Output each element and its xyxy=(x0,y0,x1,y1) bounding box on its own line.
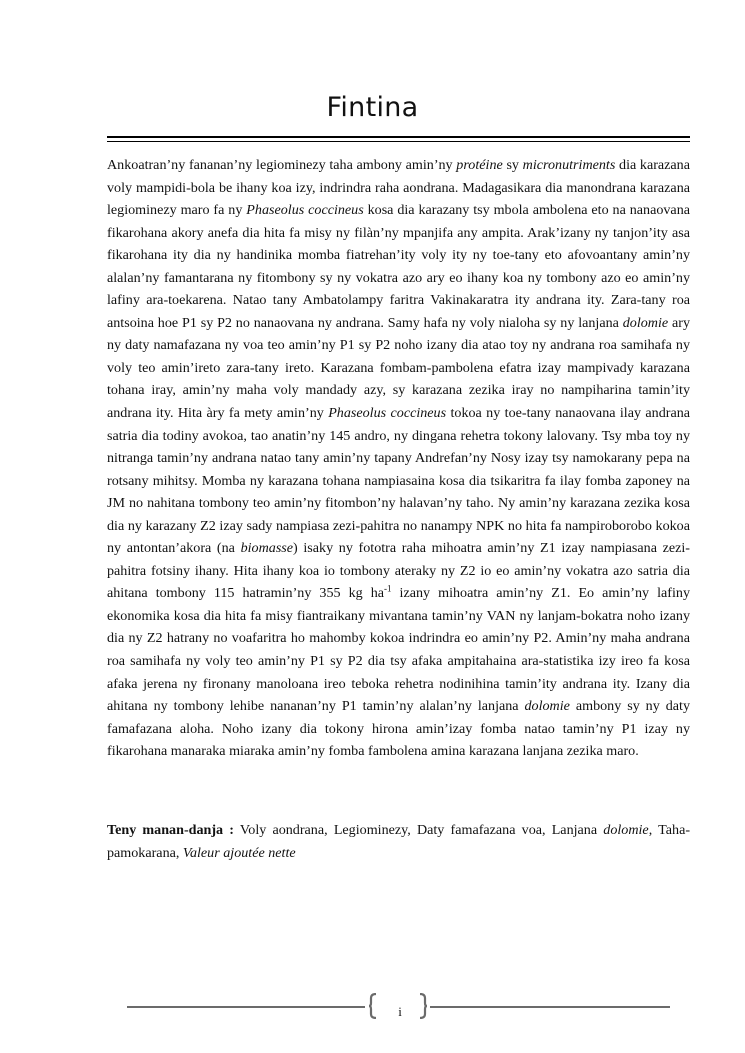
keywords-paragraph xyxy=(107,819,690,864)
abstract-text-run: ) isaky ny fototra raha mihoatra amin’ny Z1 izay nampiasana zezi-pahitra fotsiny ihany. Hita ihany koa io tombony ateraky ny Z2 io eo amin’ny vokatra azo satria dia ahitana tombony 115 hatramin’ny 355 kg ha xyxy=(107,540,691,602)
abstract-text-run: dolomie xyxy=(622,314,669,331)
right-brace-icon xyxy=(418,993,428,1019)
abstract-text-run: Phaseolus coccineus xyxy=(328,405,447,422)
abstract-text-run: protéine xyxy=(456,157,503,173)
footer-rule-left xyxy=(127,1006,365,1008)
abstract-text-run: dolomie xyxy=(524,698,570,715)
left-brace-icon xyxy=(368,993,378,1019)
abstract-text-run: tokoa ny toe-tany nanaovana ilay andrana satria dia todiny avokoa, tao anatin’ny 145 andro, ny dingana rehetra tokony lalovany. Tsy mba toy ny nitranga tamin’ny andrana natao tany amin’ny tapany Andrefan’ny Nosy izay tsy namokarany pepa na rotsany mihitsy. Momba ny karazana tohana nampiasaina kosa dia tsikaritra fa ilay fomba zaponey na JM no nahitana tombony teo amin’ny fitombon’ny halavan’ny taho. Ny amin’ny karazana zezika kosa dia ny karazany Z2 izay sady nampiasa zezi-pahitra no nanampy NPK no hita fa nampiroborobo kokoa ny antontan’akora (na xyxy=(107,405,691,557)
abstract-text-run: sy xyxy=(502,157,523,173)
page-title: Fintina xyxy=(326,92,419,123)
abstract-text-run: micronutriments xyxy=(522,157,616,173)
keyword-text-run: dolomie xyxy=(603,822,649,838)
keyword-text-run: Valeur ajoutée nette xyxy=(182,844,296,861)
keyword-text-run: , Taha-pamokarana, xyxy=(107,822,691,861)
abstract-text-run: kosa dia karazany tsy mbola ambolena eto na nanaovana fikarohana akory anefa dia hita fa misy ny filàn’ny mpanjifa any ampita. Arak’izany ny tanjon’ity asa fikarohana ity dia ny handinika momba fiatrehan’ity voly ity ny toe-tany eto afovoantany amin’ny alalan’ny famantarana ny fitombony sy ny vokatra azo ary eo ihany koa ny tombony azo eo amin’ny lafiny ara-toekarena. Natao tany Ambatolampy faritra Vakinakaratra ity andrana ity. Zara-tany roa antsoina hoe P1 sy P2 no nanaovana ny andrana. Samy hafa ny voly nialoha sy ny lanjana xyxy=(107,202,690,331)
footer-rule-right xyxy=(430,1006,670,1008)
abstract-text-run: -1 xyxy=(384,583,392,594)
abstract-text-run: dia karazana voly mampidi-bola be ihany koa izy, indrindra raha aondrana. Madagasikara dia manondrana karazana legiominezy maro fa ny xyxy=(107,157,690,219)
abstract-text-run: Ankoatran’ny fananan’ny legiominezy taha ambony amin’ny xyxy=(107,157,457,173)
title-rule-thin xyxy=(107,141,690,142)
page-number: i xyxy=(398,1004,402,1019)
abstract-paragraph xyxy=(107,154,690,763)
keywords-label: Teny manan-danja : xyxy=(107,822,234,838)
abstract-text-run: Phaseolus coccineus xyxy=(246,202,364,219)
keyword-text-run: Voly aondrana, Legiominezy, Daty famafazana voa, Lanjana xyxy=(233,822,604,838)
abstract-text-run: biomasse xyxy=(240,540,294,557)
abstract-text-run: ambony sy ny daty famafazana aloha. Noho izany dia tokony hirona amin’izay fomba natao tamin’ny P1 izay ny fikarohana manaraka miaraka amin’ny fomba fambolena amina karazana lanjana zezika maro. xyxy=(107,698,690,760)
title-rule-thick xyxy=(107,136,690,138)
abstract-text-run: ary ny daty namafazana ny voa teo amin’ny P1 sy P2 noho izany dia atao toy ny andrana roa samihafa ny voly teo amin’ireto zara-tany ireto. Karazana fombam-pambolena efatra izay mampivady karazana tohana iray, amin’ny maha voly mandady azy, sy karazana zezika iray no nampiharina tamin’ity andrana ity. Hita àry fa mety amin’ny xyxy=(107,314,690,422)
abstract-text-run: izany mihoatra amin’ny Z1. Eo amin’ny lafiny ekonomika kosa dia hita fa misy fiantraikany mivantana tamin’ny VAN ny lanjam-bokatra noho izany dia ny Z2 hatrany no voafaritra ho mahomby kokoa indrindra eo amin’ny P2. Amin’ny maha andrana roa samihafa ny voly teo amin’ny P1 sy P2 dia tsy afaka ampitahaina ara-statistika izy ireo fa kosa afaka jerena ny fironany manoloana ireo teboka rehetra nodinihina tamin’ity andrana ity. Izany dia ahitana ny tombony lehibe nananan’ny P1 tamin’ny alalan’ny lanjana xyxy=(107,585,691,715)
